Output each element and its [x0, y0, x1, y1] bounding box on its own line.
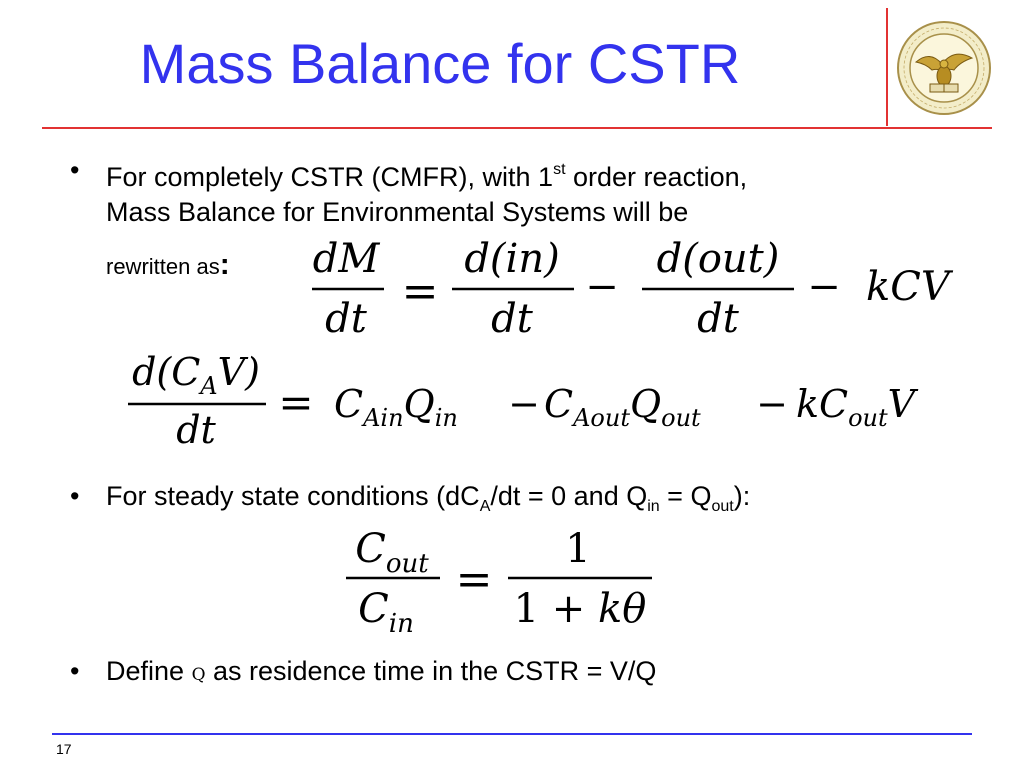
bullet-text: order reaction, [565, 162, 748, 192]
eq1-minus: − [585, 264, 619, 310]
bullet-text: as residence time in the CSTR = V/Q [205, 656, 657, 686]
eq3-rhs-denominator: 1 + kθ [513, 586, 647, 632]
bullet-marker: • [70, 481, 80, 511]
bullet-line [106, 654, 656, 692]
eq3-equals: = [455, 554, 493, 605]
eq1-term1-numerator: dM [312, 236, 380, 282]
eq2-term-inflow: $C_{Ain}Q_{in}$ [334, 382, 458, 432]
eq2-equals: = [278, 378, 314, 427]
residence-time-symbol: Q [191, 665, 206, 685]
bullet-text: = Q [659, 481, 712, 511]
bullet-text: Define [106, 656, 192, 686]
equation-mass-balance-general [300, 228, 1000, 348]
eq1-term3-numerator: d(out) [656, 236, 780, 282]
bullet-marker: • [70, 155, 80, 185]
bullet-marker: • [70, 656, 80, 686]
bullet-text: rewritten as [106, 254, 220, 279]
bullet-subscript: out [711, 498, 734, 515]
bullet-text: ): [733, 481, 751, 511]
bullet-line [106, 248, 230, 284]
bullet-line: Mass Balance for Environmental Systems will be [106, 197, 689, 227]
header-horizontal-divider [42, 127, 992, 129]
eq2-term-outflow: $C_{Aout}Q_{out}$ [544, 382, 701, 432]
bullet-subscript: A [479, 498, 491, 515]
eq2-minus: − [508, 382, 540, 426]
bullet-text: For completely CSTR (CMFR), with 1 [106, 162, 554, 192]
eq1-minus: − [807, 264, 841, 310]
bullet-colon: : [219, 248, 230, 281]
bullet-subscript: in [647, 498, 660, 515]
eq1-term2-numerator: d(in) [464, 236, 560, 282]
bullet-superscript: st [553, 161, 566, 178]
eq3-rhs-numerator: 1 [565, 526, 591, 572]
eq2-lhs-numerator: $d(C_AV)$ [132, 350, 260, 400]
eq1-term4: kCV [866, 264, 950, 310]
equation-steady-state-ratio [340, 518, 670, 648]
page-number: 17 [56, 741, 72, 757]
eq2-minus: − [756, 382, 788, 426]
header-vertical-divider [886, 8, 888, 126]
eq1-equals: = [401, 266, 439, 317]
slide-title: Mass Balance for CSTR [139, 32, 741, 95]
eq3-numerator: $C_{out}$ [355, 526, 429, 579]
footer-divider [52, 733, 972, 735]
eq2-term-reaction: $kC_{out}V$ [796, 382, 916, 432]
eq1-term3-denominator: dt [697, 296, 739, 342]
university-seal-eagle-icon [896, 20, 992, 116]
equation-cstr-mass-balance [120, 345, 980, 455]
bullet-text: For steady state conditions (dC [106, 481, 480, 511]
bullet-text: /dt = 0 and Q [490, 481, 648, 511]
eq3-denominator: $C_{in}$ [358, 586, 414, 639]
eq1-term2-denominator: dt [491, 296, 533, 342]
eq2-lhs-denominator: dt [176, 408, 216, 452]
eq1-term1-denominator: dt [325, 296, 367, 342]
bullet-line [106, 153, 747, 194]
